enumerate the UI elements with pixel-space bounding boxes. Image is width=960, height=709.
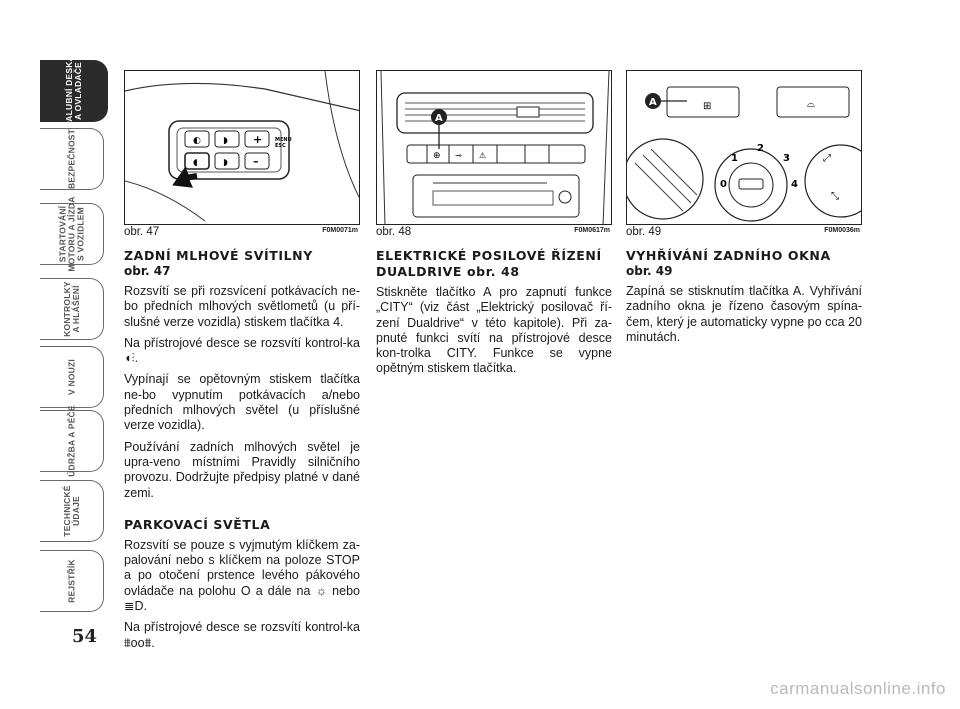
figure-caption: obr. 47: [124, 226, 160, 238]
figure-code: F0M0617m: [574, 227, 610, 234]
text-column-1: [124, 248, 360, 657]
figure-caption: obr. 48: [376, 226, 412, 238]
figure-48-center-console: [376, 70, 612, 225]
svg-text:⚠: ⚠: [479, 151, 487, 160]
svg-text:⌓: ⌓: [807, 99, 815, 110]
figure-code: F0M0036m: [824, 227, 860, 234]
paragraph: Zapíná se stisknutím tlačítka A. Vyhřívání zadního okna je řízeno časovým spína-čem, který je automaticky vypne po cca 20 minutách.: [626, 284, 862, 344]
svg-text:⤡: ⤡: [831, 191, 839, 202]
site-watermark: carmanualsonline.info: [770, 679, 946, 698]
svg-text:◗: ◗: [223, 136, 228, 146]
svg-text:◖: ◖: [193, 158, 198, 168]
tab-label: BEZPEČNOST: [66, 128, 76, 190]
tab-label: PALUBNÍ DESKA A OVLADAČE: [63, 55, 83, 127]
menu-label: MENU: [275, 137, 292, 143]
paragraph: Používání zadních mlhových světel je upra-veno místními Pravidly silničního provozu. Dodržujte předpisy platné v dané zemi.: [124, 439, 360, 500]
svg-text:–: –: [253, 155, 259, 168]
callout-a-label: A: [649, 97, 657, 108]
figure-49-caption: [626, 226, 862, 240]
paragraph: Rozsvítí se pouze s vyjmutým klíčkem za-palování nebo s klíčkem na poloze STOP a po otočení prstence levého pákového ovládače na polohu O a dále na ☼ nebo ≣D.: [124, 537, 360, 614]
svg-text:◗: ◗: [223, 158, 228, 168]
figure-code: F0M0071m: [322, 227, 358, 234]
svg-text:⤢: ⤢: [823, 153, 831, 164]
paragraph: Stiskněte tlačítko A pro zapnutí funkce „CITY“ (viz část „Elektrický posilovač ří-zení Dualdrive“ v této kapitole). Při za-pnuté funkci svítí na přístrojové desce kon-trolka CITY. Funkce se vypne opětným stiskem tlačítka.: [376, 285, 612, 376]
tab-label: V NOUZI: [66, 359, 76, 395]
tab-label: TECHNICKÉ ÚDAJE: [61, 485, 81, 537]
section-heading: VYHŘÍVÁNÍ ZADNÍHO OKNA: [626, 248, 831, 263]
section-heading: DUALDRIVE obr. 48: [376, 264, 520, 279]
dial-0: 0: [720, 179, 727, 190]
svg-text:+: +: [253, 133, 263, 146]
dial-2: 2: [757, 143, 764, 154]
svg-text:◐: ◐: [193, 136, 201, 146]
paragraph: Rozsvítí se při rozsvícení potkávacích ne-bo předních mlhových světlometů (u pří-slušné verze vozidla) stiskem tlačítka 4.: [124, 284, 360, 329]
dial-4: 4: [791, 179, 798, 190]
figure-47-light-switch-panel: [124, 70, 360, 225]
esc-label: ESC: [275, 143, 286, 149]
dial-3: 3: [783, 153, 790, 164]
paragraph: Na přístrojové desce se rozsvítí kontrol-ka ⩩oo⩩.: [124, 620, 360, 650]
tab-label: ÚDRŽBA A PÉČE: [66, 405, 76, 477]
tab-startovani[interactable]: [40, 196, 104, 272]
chapter-tab-bar: [40, 55, 108, 620]
svg-text:⊸: ⊸: [455, 151, 462, 160]
tab-bezpecnost[interactable]: [40, 128, 104, 190]
section-subheading: obr. 47: [124, 264, 171, 278]
callout-a-label: A: [435, 113, 443, 124]
section-heading: ZADNÍ MLHOVÉ SVÍTILNY: [124, 248, 313, 263]
tab-kontrolky[interactable]: [40, 278, 104, 340]
tab-label: STARTOVÁNÍ MOTORU A JÍZDA S VOZIDLEM: [57, 196, 85, 272]
figure-47-caption: [124, 226, 360, 240]
figure-48-caption: [376, 226, 612, 240]
section-heading: ELEKTRICKÉ POSILOVÉ ŘÍZENÍ: [376, 248, 602, 263]
tab-v-nouzi[interactable]: [40, 346, 104, 408]
svg-text:⊞: ⊞: [703, 101, 712, 112]
figure-49-climate-panel: [626, 70, 862, 225]
tab-label: KONTROLKY A HLÁŠENÍ: [61, 281, 81, 337]
page-number: 54: [72, 626, 98, 647]
tab-label: REJSTŘÍK: [66, 559, 76, 603]
section-heading: PARKOVACÍ SVĚTLA: [124, 516, 271, 532]
tab-technicke-udaje[interactable]: [40, 480, 104, 542]
section-subheading: obr. 49: [626, 264, 673, 278]
dial-1: 1: [731, 153, 738, 164]
text-column-2: [376, 248, 612, 383]
text-column-3: [626, 248, 862, 351]
tab-palubni-deska[interactable]: [40, 55, 108, 127]
figure-caption: obr. 49: [626, 226, 662, 238]
tab-rejstrik[interactable]: [40, 550, 104, 612]
tab-udrzba[interactable]: [40, 405, 104, 477]
paragraph: Na přístrojové desce se rozsvítí kontrol-ka ◖⫶.: [124, 335, 360, 366]
svg-text:⊕: ⊕: [433, 151, 441, 161]
paragraph: Vypínají se opětovným stiskem tlačítka ne-bo vypnutím potkávacích a/nebo předních mlhových světel (u příslušné verze vozidla).: [124, 372, 360, 433]
